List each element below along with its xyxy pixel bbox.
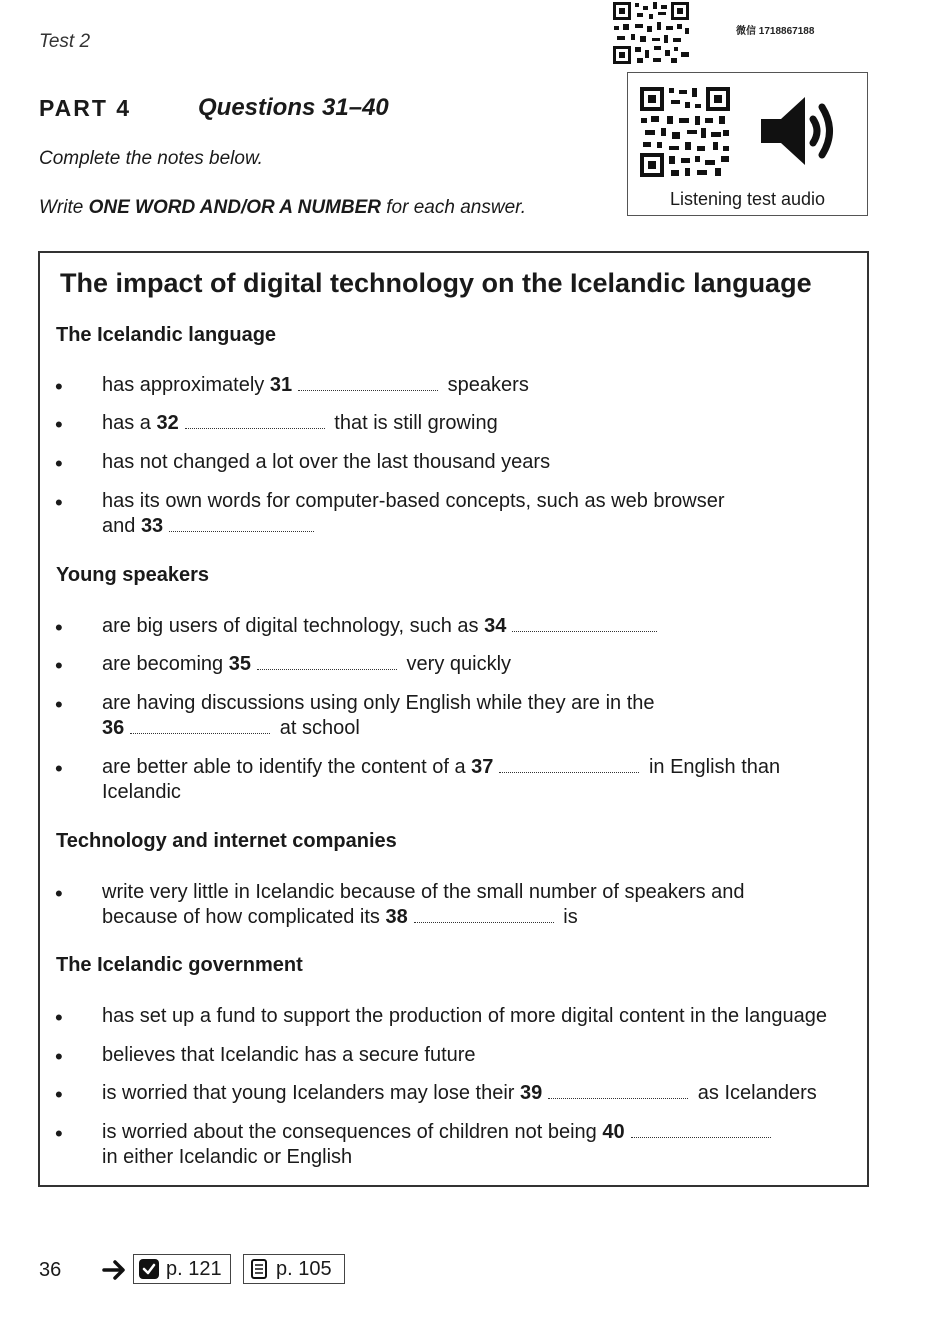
bullet-icon: • bbox=[55, 756, 63, 781]
note-item-q36: 36 at school bbox=[102, 717, 360, 739]
note-item-q38: because of how complicated its 38 is bbox=[102, 906, 578, 928]
answer-blank-34[interactable] bbox=[512, 630, 657, 632]
audio-caption: Listening test audio bbox=[669, 189, 826, 209]
note-item: write very little in Icelandic because of the small number of speakers and bbox=[102, 881, 745, 903]
bullet-icon: • bbox=[55, 451, 63, 476]
note-item: are having discussions using only English while they are in the bbox=[102, 692, 655, 714]
bullet-icon: • bbox=[55, 1082, 63, 1107]
bullet-icon: • bbox=[55, 490, 63, 515]
page-number: 36 bbox=[39, 1259, 62, 1281]
note-item-q32: has a 32 that is still growing bbox=[102, 412, 498, 434]
answer-blank-40[interactable] bbox=[631, 1136, 771, 1138]
note-item-q31: has approximately 31 speakers bbox=[102, 374, 529, 396]
part-label: PART 4 bbox=[39, 95, 132, 121]
speaker-icon[interactable] bbox=[759, 93, 841, 169]
qr-code-icon bbox=[611, 0, 691, 66]
answer-blank-37[interactable] bbox=[499, 771, 639, 773]
bullet-icon: • bbox=[55, 1044, 63, 1069]
transcript-icon bbox=[249, 1259, 269, 1279]
note-item-q33: and 33 bbox=[102, 514, 318, 538]
answer-blank-39[interactable] bbox=[548, 1097, 688, 1099]
note-item: has not changed a lot over the last thousand years bbox=[102, 451, 551, 473]
answer-blank-35[interactable] bbox=[257, 668, 397, 670]
answer-blank-33[interactable] bbox=[169, 530, 314, 532]
bullet-icon: • bbox=[55, 615, 63, 640]
answer-blank-31[interactable] bbox=[298, 389, 438, 391]
transcript-reference[interactable]: p. 105 bbox=[243, 1254, 345, 1284]
answer-blank-32[interactable] bbox=[185, 427, 325, 429]
arrow-right-icon bbox=[102, 1257, 128, 1283]
bullet-icon: • bbox=[55, 653, 63, 678]
section-heading: The Icelandic language bbox=[56, 324, 277, 346]
section-heading: The Icelandic government bbox=[56, 954, 303, 976]
bullet-icon: • bbox=[55, 1121, 63, 1146]
note-item: has its own words for computer-based concepts, such as web browser bbox=[102, 490, 725, 512]
running-head: Test 2 bbox=[39, 31, 91, 52]
instruction-complete: Complete the notes below. bbox=[39, 148, 263, 169]
note-item: has set up a fund to support the production of more digital content in the language bbox=[102, 1005, 827, 1027]
note-item-q34: are big users of digital technology, such as 34 bbox=[102, 614, 661, 638]
part-questions: Questions 31–40 bbox=[198, 94, 389, 121]
bullet-icon: • bbox=[55, 881, 63, 906]
audio-box[interactable] bbox=[627, 72, 868, 216]
bullet-icon: • bbox=[55, 412, 63, 437]
note-item-q35: are becoming 35 very quickly bbox=[102, 653, 512, 675]
note-item-q39: is worried that young Icelanders may lose their 39 as Icelanders bbox=[102, 1082, 817, 1104]
instruction-word-limit: Write ONE WORD AND/OR A NUMBER for each answer. bbox=[39, 197, 527, 218]
bullet-icon: • bbox=[55, 1005, 63, 1030]
answer-blank-36[interactable] bbox=[130, 732, 270, 734]
qr-code-icon bbox=[639, 86, 731, 178]
notes-title: The impact of digital technology on the Icelandic language bbox=[60, 268, 812, 298]
bullet-icon: • bbox=[55, 374, 63, 399]
note-item: believes that Icelandic has a secure future bbox=[102, 1044, 476, 1066]
bullet-icon: • bbox=[55, 692, 63, 717]
answer-key-icon bbox=[139, 1259, 159, 1279]
wechat-id: 微信 1718867188 bbox=[736, 26, 815, 37]
answer-key-reference[interactable]: p. 121 bbox=[133, 1254, 231, 1284]
answer-blank-38[interactable] bbox=[414, 921, 554, 923]
note-item-q40: is worried about the consequences of children not being 40 bbox=[102, 1120, 775, 1144]
note-item: in either Icelandic or English bbox=[102, 1146, 353, 1168]
section-heading: Technology and internet companies bbox=[56, 830, 397, 852]
note-item-q37: are better able to identify the content of a 37 in English than bbox=[102, 756, 781, 778]
note-item: Icelandic bbox=[102, 781, 181, 803]
section-heading: Young speakers bbox=[56, 564, 210, 586]
